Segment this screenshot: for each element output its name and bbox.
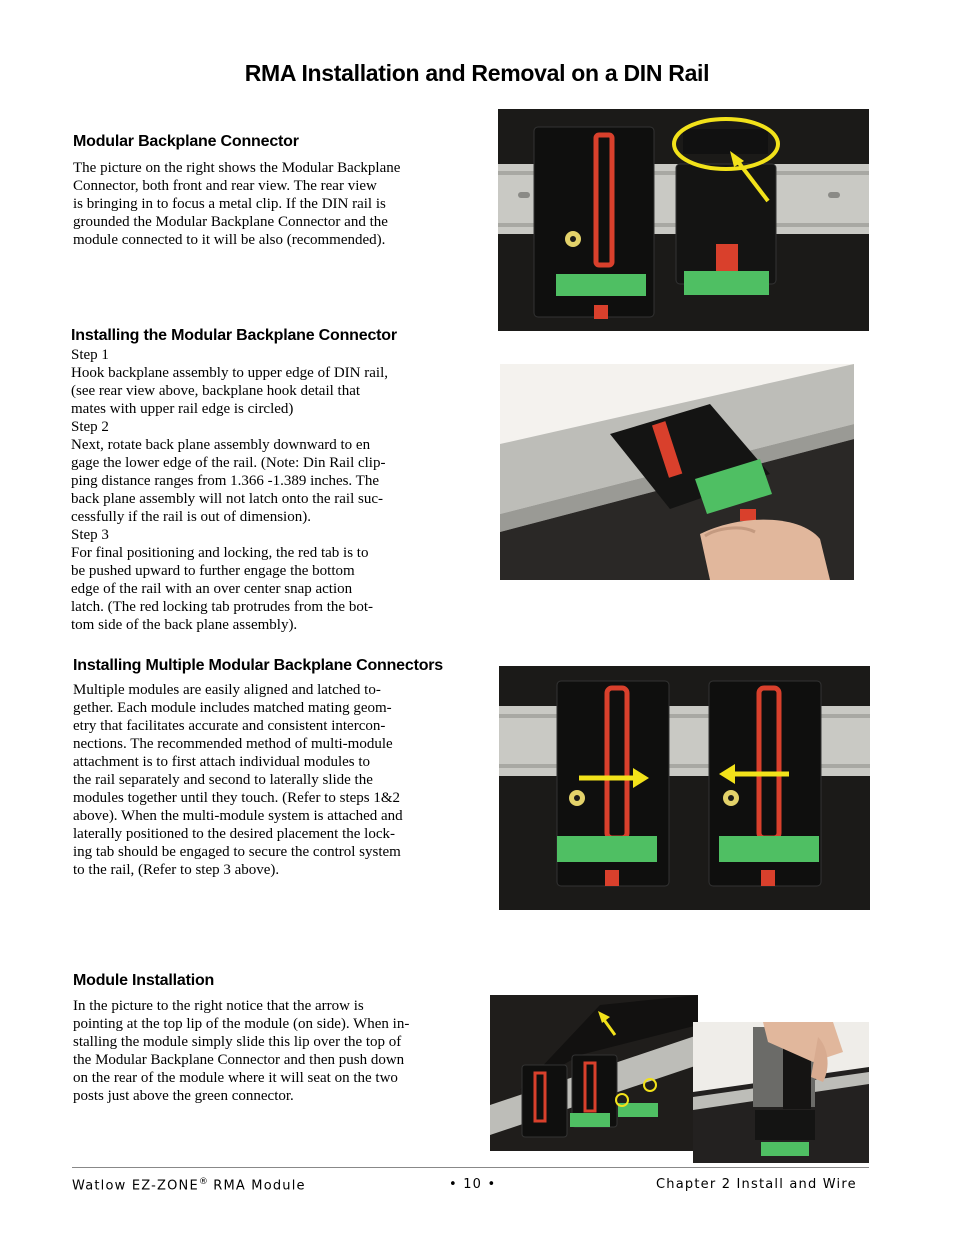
footer-left xyxy=(72,1177,306,1193)
text-line: mates with upper rail edge is circled) xyxy=(71,401,294,417)
step-label: Step 2 xyxy=(71,419,109,435)
text-line: gage the lower edge of the rail. (Note: Din Rail clip- xyxy=(71,455,386,471)
text-line: to the rail, (Refer to step 3 above). xyxy=(73,862,280,878)
text-line: Multiple modules are easily aligned and latched to- xyxy=(73,682,381,698)
text-line: In the picture to the right notice that the arrow is xyxy=(73,998,364,1014)
section-heading-modular: Modular Backplane Connector xyxy=(73,133,299,150)
text-line: module connected to it will be also (recommended). xyxy=(73,232,386,248)
section-text-module xyxy=(73,997,493,1105)
photo-backplane-front-rear xyxy=(498,109,869,331)
text-line: Hook backplane assembly to upper edge of DIN rail, xyxy=(71,365,388,381)
text-line: Next, rotate back plane assembly downward to en xyxy=(71,437,371,453)
footer-product-suffix: RMA Module xyxy=(207,1178,306,1194)
photo-push-module-down xyxy=(693,1022,869,1163)
text-line: the rail separately and second to laterally slide the xyxy=(73,772,373,788)
text-line: on the rear of the module where it will seat on the two xyxy=(73,1070,398,1086)
page-number: • 10 • xyxy=(449,1177,497,1192)
text-line: above). When the multi-module system is attached and xyxy=(73,808,403,824)
footer-chapter: Chapter 2 Install and Wire xyxy=(656,1177,857,1192)
registered-mark: ® xyxy=(198,1177,208,1187)
text-line: posts just above the green connector. xyxy=(73,1088,294,1104)
text-line: modules together until they touch. (Refer to steps 1&2 xyxy=(73,790,401,806)
photo-hook-backplane-on-rail xyxy=(500,364,854,580)
step-label: Step 3 xyxy=(71,527,109,543)
section-heading-module: Module Installation xyxy=(73,972,215,989)
photo-module-lip xyxy=(490,995,698,1151)
text-line: gether. Each module includes matched mating geom- xyxy=(73,700,392,716)
text-line: stalling the module simply slide this lip over the top of xyxy=(73,1034,402,1050)
text-line: back plane assembly will not latch onto the rail suc- xyxy=(71,491,383,507)
text-line: pointing at the top lip of the module (on side). When in- xyxy=(73,1016,410,1032)
text-line: etry that facilitates accurate and consistent intercon- xyxy=(73,718,386,734)
text-line: latch. (The red locking tab protrudes from the bot- xyxy=(71,599,373,615)
text-line: nections. The recommended method of multi-module xyxy=(73,736,393,752)
section-text-modular xyxy=(73,159,483,249)
text-line: be pushed upward to further engage the bottom xyxy=(71,563,355,579)
text-line: cessfully if the rail is out of dimension). xyxy=(71,509,311,525)
text-line: edge of the rail with an over center snap action xyxy=(71,581,353,597)
text-line: The picture on the right shows the Modular Backplane xyxy=(73,160,401,176)
footer-divider xyxy=(72,1167,869,1168)
text-line: For final positioning and locking, the red tab is to xyxy=(71,545,369,561)
text-line: ping distance ranges from 1.366 -1.389 inches. The xyxy=(71,473,379,489)
text-line: laterally positioned to the desired placement the lock- xyxy=(73,826,395,842)
section-heading-installing: Installing the Modular Backplane Connector xyxy=(71,327,397,344)
section-heading-multiple: Installing Multiple Modular Backplane Connectors xyxy=(73,657,444,674)
section-text-installing xyxy=(71,346,491,634)
text-line: attachment is to first attach individual modules to xyxy=(73,754,371,770)
text-line: is bringing in to focus a metal clip. If the DIN rail is xyxy=(73,196,386,212)
text-line: grounded the Modular Backplane Connector and the xyxy=(73,214,388,230)
text-line: the Modular Backplane Connector and then push down xyxy=(73,1052,405,1068)
section-text-multiple xyxy=(73,681,493,879)
page-title: RMA Installation and Removal on a DIN Rail xyxy=(244,60,710,86)
text-line: (see rear view above, backplane hook detail that xyxy=(71,383,361,399)
text-line: Connector, both front and rear view. The rear view xyxy=(73,178,377,194)
text-line: tom side of the back plane assembly). xyxy=(71,617,298,633)
footer-product: Watlow EZ-ZONE xyxy=(72,1178,199,1194)
photo-multiple-backplanes xyxy=(499,666,870,910)
step-label: Step 1 xyxy=(71,347,109,363)
text-line: ing tab should be engaged to secure the control system xyxy=(73,844,401,860)
